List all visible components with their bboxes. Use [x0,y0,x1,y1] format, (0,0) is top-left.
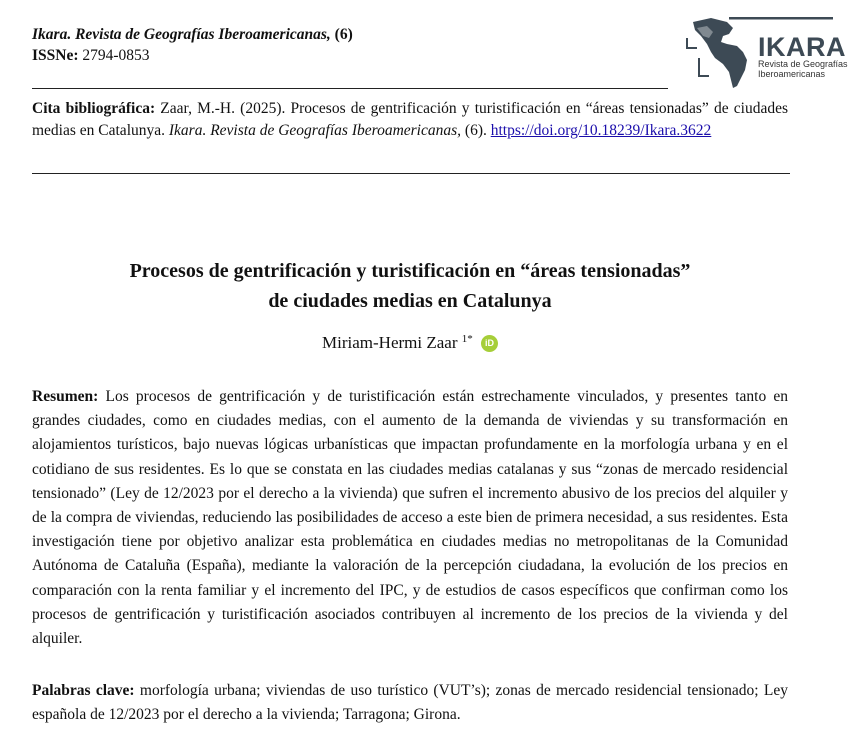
logo-top-bar [729,17,833,20]
author-name: Miriam-Hermi Zaar [322,333,458,352]
journal-header [32,24,353,45]
logo-subtitle-line1: Revista de Geografías [758,59,848,69]
abstract-label: Resumen: [32,388,99,405]
citation-divider [32,173,790,174]
citation-label: Cita bibliográfica: [32,100,156,117]
article-title-line2: de ciudades medias en Catalunya [268,290,552,312]
citation-journal: Ikara. Revista de Geografías Iberoamericanas, [168,122,462,139]
keywords-label: Palabras clave: [32,682,135,699]
citation-block [32,98,788,142]
orcid-icon[interactable]: iD [481,335,498,352]
article-title [32,256,788,316]
citation-issue: (6). [464,122,487,139]
keywords [32,679,788,727]
corner-mark-top [687,38,697,48]
abstract [32,385,788,651]
author-affiliation: 1* [461,333,473,345]
logo-wordmark: IKARA [758,32,846,62]
issn-label: ISSNe: [32,47,79,64]
logo-subtitle [758,59,848,79]
author-line [32,327,788,355]
keywords-text: morfología urbana; viviendas de uso turístico (VUT’s); zonas de mercado residencial tensionado; Ley española de 12/2023 por el derecho a la vivienda; Tarragona; Girona. [32,682,788,724]
article-title-line1: Procesos de gentrificación y turistificación en “áreas tensionadas” [129,260,691,282]
journal-name: Ikara. Revista de Geografías Iberoamericanas, [32,26,331,43]
logo-subtitle-line2: Iberoamericanas [758,69,826,79]
doi-link[interactable]: https://doi.org/10.18239/Ikara.3622 [490,122,712,139]
citation-text: Zaar, M.-H. (2025). Procesos de gentrificación y turistificación en “áreas tensionadas” de ciudades medias en Catalunya. [32,100,788,139]
issn-line [32,45,150,66]
header-divider [32,88,668,89]
issn-value: 2794-0853 [82,47,150,64]
journal-issue: (6) [334,26,353,43]
corner-mark-bottom [699,58,709,76]
abstract-text: Los procesos de gentrificación y de turistificación están estrechamente vinculados, y presentes tanto en grandes ciudades, como en ciudades medias, con el aumento de la demanda de viviendas y su transformación en alojamientos turísticos, bajo nuevas lógicas urbanísticas que impactan profundamente en la morfología urbana y en el cotidiano de sus residentes. Es lo que se constata en las ciudades medias catalanas y sus “zonas de mercado residencial tensionado” (Ley de 12/2023 por el derecho a la vivienda) que sufren el incremento abusivo de los precios del alquiler y de la compra de viviendas, reduciendo las posibilidades de acceso a este bien de primera necesidad, a sus residentes. Esta investigación tiene por objetivo analizar esta problemática en ciudades medias no metropolitanas de la Comunidad Autónoma de Cataluña (España), mediante la valoración de la percepción ciudadana, la evolución de los precios en comparación con la renta familiar y el incremento del IPC, y de estudios de casos específicos que confirman como los procesos de gentrificación y turistificación asociados contribuyen al incremento de los precios de la vivienda y del alquiler. [32,388,788,648]
